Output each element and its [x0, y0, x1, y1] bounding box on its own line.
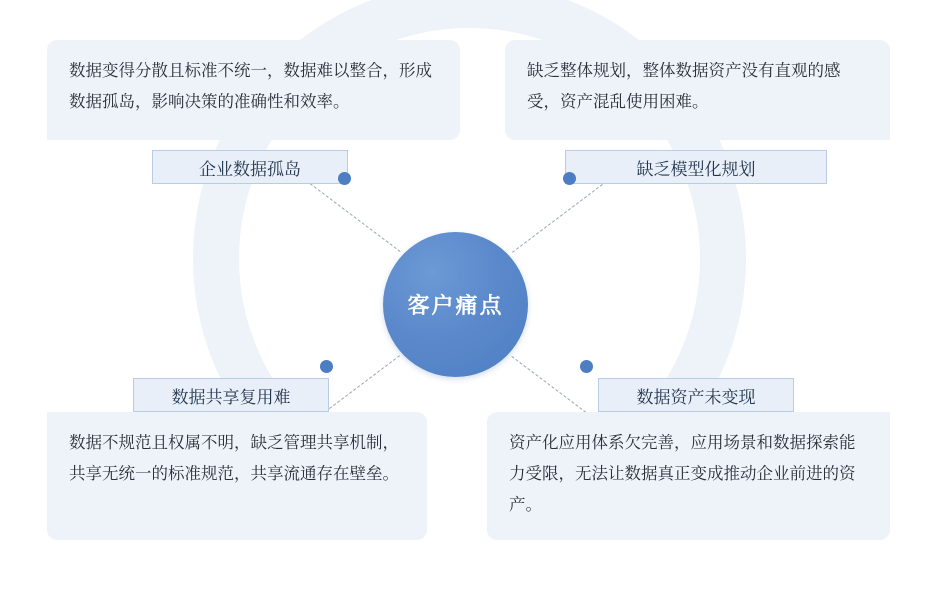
connector-dot-bottom-left [320, 360, 333, 373]
connector-dot-bottom-right [580, 360, 593, 373]
connector-dot-top-right [563, 172, 576, 185]
node-description-bottom-left: 数据不规范且权属不明，缺乏管理共享机制，共享无统一的标准规范，共享流通存在壁垒。 [47, 412, 427, 540]
node-description-top-left: 数据变得分散且标准不统一，数据难以整合，形成数据孤岛，影响决策的准确性和效率。 [47, 40, 460, 140]
node-description-bottom-right: 资产化应用体系欠完善，应用场景和数据探索能力受限，无法让数据真正变成推动企业前进的资产。 [487, 412, 890, 540]
center-node [383, 232, 528, 377]
node-title-top-right[interactable]: 缺乏模型化规划 [565, 150, 827, 184]
center-node-label: 客户痛点 [407, 293, 504, 318]
connector-dot-top-left [338, 172, 351, 185]
node-title-bottom-left[interactable]: 数据共享复用难 [133, 378, 329, 412]
node-title-bottom-right[interactable]: 数据资产未变现 [598, 378, 794, 412]
node-description-top-right: 缺乏整体规划，整体数据资产没有直观的感受，资产混乱使用困难。 [505, 40, 890, 140]
node-title-top-left[interactable]: 企业数据孤岛 [152, 150, 348, 184]
